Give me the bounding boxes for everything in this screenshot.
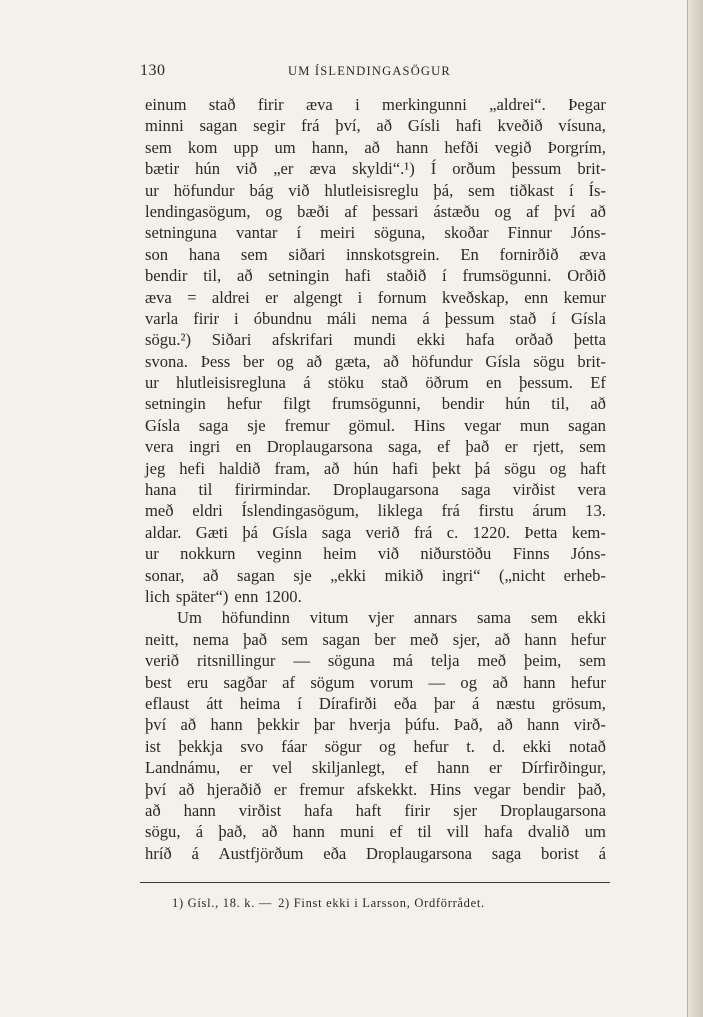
text-line: Landnámu, er vel skiljanlegt, ef hann er Dírfirðingur, — [145, 758, 606, 778]
text-line: hana til firirmindar. Droplaugarsona saga virðist vera — [145, 480, 606, 500]
text-line: ur nokkurn veginn heim við niðurstöðu Finns Jóns- — [145, 544, 606, 564]
text-line: minni sagan segir frá því, að Gísli hafi kveðið vísuna, — [145, 116, 606, 136]
text-line: aldar. Gæti þá Gísla saga verið frá c. 1220. Þetta kem- — [145, 522, 606, 542]
text-line: ur hlutleisisregluna á stöku stað öðrum en þessum. Ef — [145, 373, 606, 393]
footnote-2: 2) Finst ekki i Larsson, Ordförrådet. — [278, 896, 485, 910]
footnote-1: 1) Gísl., 18. k. — — [172, 896, 273, 910]
page-edge-line — [687, 0, 688, 1017]
text-line: svona. Þess ber og að gæta, að höfundur Gísla sögu brit- — [145, 351, 606, 371]
text-line: Um höfundinn vitum vjer annars sama sem ekki — [177, 608, 606, 628]
text-line: jeg hefi haldið fram, að hún hafi þekt þá sögu og haft — [145, 458, 606, 478]
text-line: son hana sem siðari innskotsgrein. En fornirðið æva — [145, 244, 606, 264]
body-text — [145, 94, 611, 864]
text-line: ur höfundur bág við hlutleisisreglu þá, sem tiðkast í Ís- — [145, 180, 606, 200]
text-line: setningin hefur filgt frumsögunni, bendir hún til, að — [145, 394, 606, 414]
page-number: 130 — [140, 62, 166, 79]
text-line: lich später“) enn 1200. — [145, 586, 302, 606]
text-line: því að hann þekkir þar hverja þúfu. Það, að hann virð- — [145, 715, 606, 735]
running-title: UM ÍSLENDINGASÖGUR — [288, 64, 451, 78]
text-line: bendir til, að setningin hafi staðið í frumsögunni. Orðið — [145, 266, 606, 286]
text-line: að hann virðist hafa haft firir sjer Droplaugarsona — [145, 800, 606, 820]
text-line: best eru sagðar af sögum vorum — og að hann hefur — [145, 672, 606, 692]
text-line: sögu, á það, að hann muni ef til vill hafa dvalið um — [145, 822, 606, 842]
text-line: vera ingri en Droplaugarsona saga, ef það er rjett, sem — [145, 437, 606, 457]
text-line: bætir hún við „er æva skyldi“.¹) Í orðum þessum brit- — [145, 159, 606, 179]
text-line: lendingasögum, og bæði af þessari ástæðu og af því að — [145, 201, 606, 221]
text-line: því að hjeraðið er fremur afskekkt. Hins vegar bendir það, — [145, 779, 606, 799]
footnote-rule — [140, 882, 610, 883]
text-line: varla firir i óbundnu máli nema á þessum stað í Gísla — [145, 308, 606, 328]
text-line: sem kom upp um hann, að hann hefði vegið Þorgrím, — [145, 137, 606, 157]
page-header — [140, 62, 610, 86]
text-line: hríð á Austfjörðum eða Droplaugarsona saga borist á — [145, 843, 606, 863]
text-line: setninguna vantar í meiri söguna, skoðar Finnur Jóns- — [145, 223, 606, 243]
text-line: æva = aldrei er algengt i fornum kveðskap, enn kemur — [145, 287, 606, 307]
text-line: einum stað firir æva i merkingunni „aldrei“. Þegar — [145, 95, 606, 114]
text-line: sonar, að sagan sje „ekki mikið ingri“ („nicht erheb- — [145, 565, 606, 585]
text-line: Gísla saga sje fremur gömul. Hins vegar mun sagan — [145, 415, 606, 435]
text-line: ist þekkja svo fáar sögur og hefur t. d. ekki notað — [145, 736, 606, 756]
page-edge — [687, 0, 703, 1017]
text-line: verið ritsnillingur — söguna má telja með þeim, sem — [145, 651, 606, 671]
text-line: neitt, nema það sem sagan ber með sjer, að hann hefur — [145, 629, 606, 649]
text-line: eflaust átt heima í Dírafirði eða þar á næstu grösum, — [145, 693, 606, 713]
footnotes — [172, 896, 491, 911]
text-line: sögu.²) Siðari afskrifari mundi ekki hafa orðað þetta — [145, 330, 606, 350]
text-line: með eldri Íslendingasögum, liklega frá firstu árum 13. — [145, 501, 606, 521]
